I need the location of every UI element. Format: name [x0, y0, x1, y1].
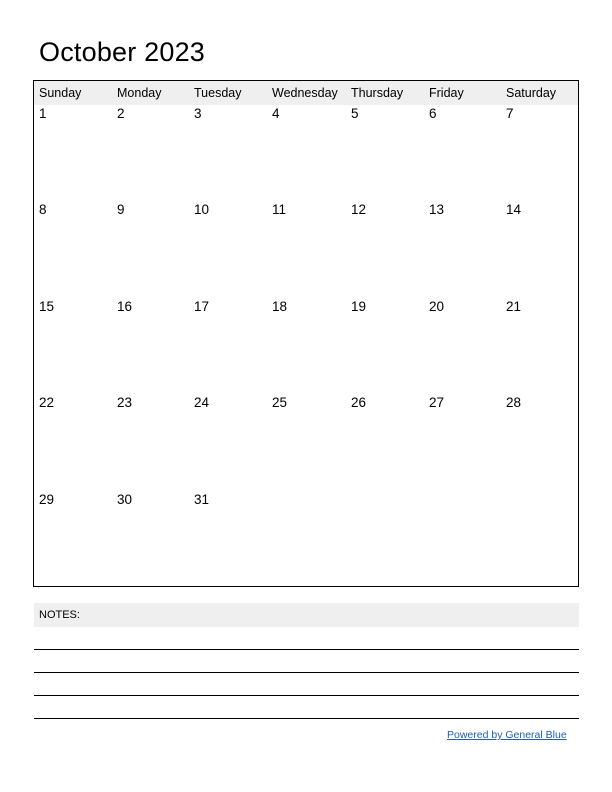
notes-header [34, 603, 579, 627]
day-cell-number: 9 [117, 202, 125, 217]
weekday-friday: Friday [429, 86, 464, 100]
day-cell-number: 10 [194, 202, 210, 217]
notes-line [34, 672, 579, 673]
day-cell-number: 13 [429, 202, 445, 217]
day-cell-number: 26 [351, 395, 367, 410]
weekday-thursday: Thursday [351, 86, 404, 100]
day-cell-number: 17 [194, 299, 210, 314]
day-cell-number: 23 [117, 395, 133, 410]
notes-line [34, 649, 579, 650]
day-cell-number: 29 [39, 492, 55, 507]
day-cell-number: 7 [506, 106, 514, 121]
calendar-grid [33, 80, 579, 587]
day-cell-number: 24 [194, 395, 210, 410]
day-cell-number: 20 [429, 299, 445, 314]
day-cell-number: 12 [351, 202, 367, 217]
day-cell-number: 16 [117, 299, 133, 314]
day-cell-number: 21 [506, 299, 522, 314]
day-cell-number: 25 [272, 395, 288, 410]
calendar-title: October 2023 [39, 37, 206, 67]
weekday-monday: Monday [117, 86, 162, 100]
weekday-wednesday: Wednesday [272, 86, 338, 100]
day-cell-number: 5 [351, 106, 359, 121]
day-cell-number: 1 [39, 106, 47, 121]
weekday-sunday: Sunday [39, 86, 82, 100]
day-cell-number: 11 [272, 202, 287, 217]
notes-line [34, 718, 579, 719]
day-cell-number: 14 [506, 202, 522, 217]
weekday-saturday: Saturday [506, 86, 557, 100]
day-cell-number: 15 [39, 299, 55, 314]
day-cell-number: 19 [351, 299, 367, 314]
day-cell-number: 6 [429, 106, 437, 121]
day-cell-number: 22 [39, 395, 55, 410]
day-cell-number: 3 [194, 106, 202, 121]
day-cell-number: 18 [272, 299, 288, 314]
weekday-header-row [34, 81, 578, 105]
day-cell-number: 4 [272, 106, 280, 121]
notes-label: NOTES: [39, 609, 80, 621]
notes-line [34, 695, 579, 696]
day-cell-number: 28 [506, 395, 522, 410]
day-cell-number: 27 [429, 395, 445, 410]
day-cell-number: 31 [194, 492, 210, 507]
powered-by-link[interactable]: Powered by General Blue [447, 729, 567, 741]
day-cell-number: 2 [117, 106, 125, 121]
day-cell-number: 8 [39, 202, 47, 217]
weekday-tuesday: Tuesday [194, 86, 242, 100]
day-cell-number: 30 [117, 492, 133, 507]
